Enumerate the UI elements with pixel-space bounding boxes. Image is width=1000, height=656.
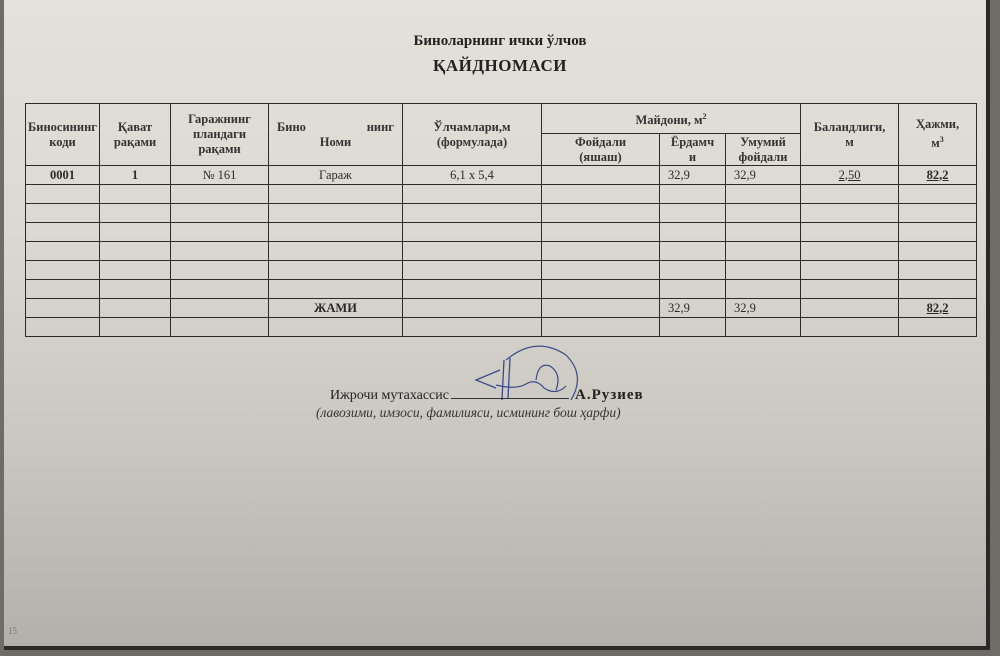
signature-name: А.Рузиев [574,387,644,403]
cell-height: 2,50 [801,166,899,185]
total-height [801,299,899,318]
table-row-empty [26,185,977,204]
header-area-group [542,104,801,134]
cell-dimensions: 6,1 x 5,4 [403,166,542,185]
cell-area-useful [542,166,660,185]
header-area-useful-line1: Фойдали [574,134,627,149]
table-row [26,166,977,185]
table-row-empty [26,261,977,280]
table-row-empty [26,280,977,299]
measurement-table [25,103,977,337]
header-area-label: Майдони, м [635,113,703,128]
header-area-total [726,134,801,166]
total-label: ЖАМИ [269,299,403,318]
header-height-line1: Баландлиги, [813,119,886,134]
total-volume: 82,2 [899,299,977,318]
header-height-line2: м [845,134,854,149]
header-floor-number: Қават рақами [100,104,171,166]
corner-mark: 15 [8,626,17,636]
header-area-auxiliary-line2: и [688,149,697,164]
header-building-code: Биносининг коди [26,104,100,166]
table-row-empty [26,242,977,261]
table-row-empty [26,204,977,223]
header-garage-plan-number: Гаражнинг пландаги рақами [171,104,269,166]
header-building-name [269,104,403,166]
header-building-name-part3: Номи [319,134,352,149]
header-volume-sup: 3 [939,135,944,145]
signature-role: Ижрочи мутахассис [330,388,449,403]
cell-plan-number: № 161 [171,166,269,185]
header-area-sup: 2 [702,111,707,121]
header-area-auxiliary [660,134,726,166]
table-row-empty [26,223,977,242]
cell-floor: 1 [100,166,171,185]
header-area-useful-line2: (яшаш) [579,149,622,164]
cell-code: 0001 [26,166,100,185]
total-area-auxiliary: 32,9 [660,299,726,318]
header-dimensions [403,104,542,166]
cell-area-auxiliary: 32,9 [660,166,726,185]
header-volume-line2: м [931,136,940,151]
header-dimensions-line2: (формулада) [436,134,508,149]
header-area-auxiliary-line1: Ёрдамч [670,134,715,149]
document-title-line2: ҚАЙДНОМАСИ [433,56,567,75]
signature-caption: (лавозими, имзоси, фамилияси, исмининг бош ҳарфи) [316,405,621,420]
header-area-total-line1: Умумий [740,134,786,149]
signature-blank [451,384,569,399]
header-area-useful [542,134,660,166]
total-row [26,299,977,318]
total-area-total: 32,9 [726,299,801,318]
header-volume [899,104,977,166]
table-row-empty [26,318,977,337]
signature-line [330,384,644,404]
header-dimensions-line1: Ўлчамлари,м [433,119,511,134]
total-area-useful [542,299,660,318]
header-volume-line1: Ҳажми, [915,117,960,132]
header-building-name-part1: Бино [277,119,306,134]
cell-area-total: 32,9 [726,166,801,185]
header-building-name-part2: нинг [366,119,394,134]
header-height [801,104,899,166]
document-title-line1: Биноларнинг ички ўлчов [413,33,587,49]
cell-volume: 82,2 [899,166,977,185]
cell-name: Гараж [269,166,403,185]
header-area-total-line2: фойдали [738,149,788,164]
